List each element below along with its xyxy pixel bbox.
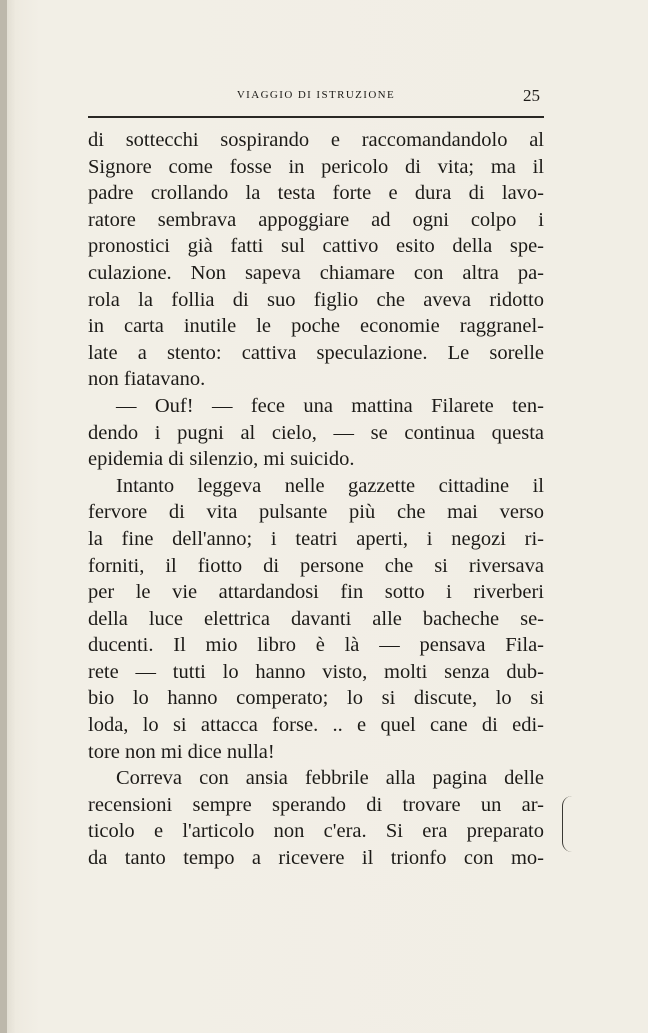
text-line: Signore come fosse in pericolo di vita; ma il [88,155,544,178]
page-header [88,86,544,110]
text-line: ducenti. Il mio libro è là — pensava Fila- [88,634,544,657]
text-line: fervore di vita pulsante più che mai verso [88,501,544,524]
text-line: da tanto tempo a ricevere il trionfo con mo- [88,847,544,870]
text-line: in carta inutile le poche economie raggranel- [88,315,544,338]
text-line: per le vie attardandosi fin sotto i riverberi [88,581,544,604]
text-line: recensioni sempre sperando di trovare un ar- [88,793,544,816]
text-line: ticolo e l'articolo non c'era. Si era preparato [88,820,544,843]
text-line: tore non mi dice nulla! [88,740,275,763]
text-line: di sottecchi sospirando e raccomandandolo al [88,129,544,151]
header-rule [88,116,544,118]
text-line: rola la follia di suo figlio che aveva ridotto [88,288,544,311]
text-line: culazione. Non sapeva chiamare con altra pa- [88,261,544,284]
text-line: Correva con ansia febbrile alla pagina delle [116,767,544,790]
text-line: ratore sembrava appoggiare ad ogni colpo i [88,208,544,231]
text-line: della luce elettrica davanti alle bacheche se- [88,607,544,630]
text-line: Intanto leggeva nelle gazzette cittadine il [116,474,544,497]
text-line: epidemia di silenzio, mi suicido. [88,448,355,471]
text-line: loda, lo si attacca forse. .. e quel cane di edi- [88,714,544,737]
running-title: VIAGGIO DI ISTRUZIONE [236,89,396,101]
text-line: padre crollando la testa forte e dura di lavo- [88,182,544,205]
margin-bracket-mark [562,796,573,852]
text-line: — Ouf! — fece una mattina Filarete ten- [116,394,544,417]
body-text [88,127,544,872]
text-line: dendo i pugni al cielo, — se continua questa [88,421,544,444]
page-number: 25 [523,86,540,105]
page-binding-edge [0,0,7,1033]
text-line: forniti, il fiotto di persone che si riversava [88,554,544,577]
text-line: rete — tutti lo hanno visto, molti senza dub- [88,660,544,683]
text-line: bio lo hanno comperato; lo si discute, lo si [88,687,544,710]
text-line: non fiatavano. [88,368,206,391]
text-line: pronostici già fatti sul cattivo esito della spe- [88,235,544,258]
text-line: la fine dell'anno; i teatri aperti, i negozi ri- [88,527,544,550]
text-line: late a stento: cattiva speculazione. Le sorelle [88,341,544,364]
